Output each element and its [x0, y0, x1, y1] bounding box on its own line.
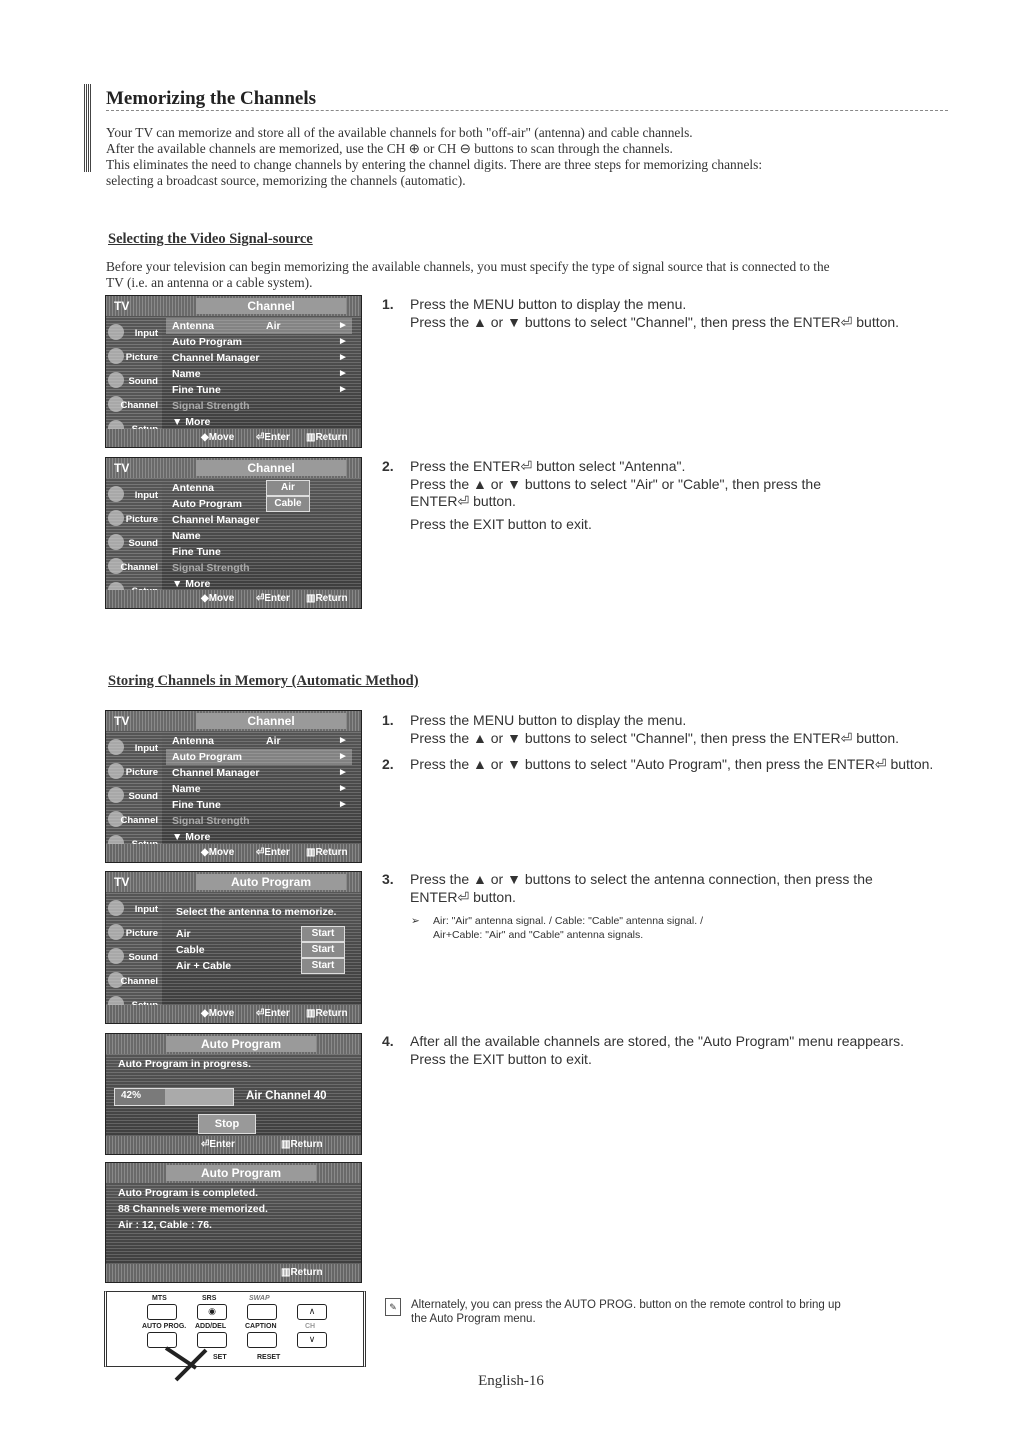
complete-line: Air : 12, Cable : 76. — [118, 1219, 212, 1231]
option-cable: Cable — [266, 496, 310, 512]
tv-screen-channel-menu-2 — [105, 710, 362, 863]
menu-header — [106, 711, 361, 731]
menu-title: Channel — [196, 713, 346, 729]
intro-line: This eliminates the need to change channels by entering the channel digits. There are three steps for memorizing channels: — [106, 157, 763, 172]
sidebar-item-channel: Channel — [120, 815, 158, 826]
chevron-right-icon: ► — [338, 783, 348, 794]
sidebar-item-channel: Channel — [120, 400, 158, 411]
start-button: Start — [301, 958, 345, 974]
menu-sidebar — [106, 478, 162, 590]
section1-step-2 — [382, 458, 982, 533]
remote-label-autoprog: AUTO PROG. — [142, 1323, 187, 1330]
menu-sidebar — [106, 731, 162, 844]
footer-return: ▥Return — [281, 1139, 323, 1150]
footer-return: ▥Return — [281, 1267, 323, 1278]
remote-mts-button — [147, 1304, 177, 1320]
step-line: Press the EXIT button to exit. — [410, 1050, 592, 1067]
step-line: Press the MENU button to display the menu. — [410, 296, 687, 312]
step-line: After all the available channels are stored, the "Auto Program" menu reappears. — [410, 1033, 904, 1049]
step-line: Press the EXIT button to exit. — [410, 515, 592, 532]
menu-item-auto-program: Auto Program — [172, 498, 243, 510]
menu-item-more: ▼ More — [172, 416, 211, 428]
menu-item-auto-program: Auto Program — [172, 751, 243, 763]
note-arrow-icon: ➢ — [411, 915, 420, 927]
menu-header — [106, 296, 361, 316]
menu-header — [106, 1034, 361, 1054]
step-line: Press the ▲ or ▼ buttons to select the antenna connection, then press the — [410, 871, 873, 887]
sidebar-item-sound: Sound — [128, 538, 158, 549]
remote-label-swap: SWAP — [249, 1295, 270, 1302]
section2-step-4 — [382, 1033, 1002, 1068]
page-title: Memorizing the Channels — [106, 88, 317, 109]
step-line: Press the ▲ or ▼ buttons to select "Channel", then press the ENTER⏎ button. — [410, 729, 900, 746]
progress-percent: 42% — [121, 1090, 142, 1101]
menu-tab: TV — [114, 714, 130, 728]
remote-srs-button: ◉ — [197, 1304, 227, 1320]
menu-item-name: Name — [172, 368, 201, 380]
menu-title: Auto Program — [196, 874, 346, 890]
note-icon: ✎ — [385, 1298, 401, 1316]
menu-item-fine-tune: Fine Tune — [172, 384, 221, 396]
tip-note — [385, 1298, 985, 1326]
tv-screen-auto-program-select — [105, 871, 362, 1024]
remote-swap-button — [247, 1304, 277, 1320]
auto-program-prompt: Select the antenna to memorize. — [176, 906, 337, 918]
menu-item-name: Name — [172, 530, 201, 542]
chevron-right-icon: ► — [338, 384, 348, 395]
sidebar-item-input: Input — [134, 490, 158, 501]
menu-tab: TV — [114, 299, 130, 313]
footer-return: ▥Return — [306, 432, 348, 443]
footer-move: ◆Move — [201, 1008, 235, 1019]
section2-step-2 — [382, 756, 1002, 774]
step-line: Press the ENTER⏎ button select "Antenna". — [410, 458, 686, 474]
progress-channel: Air Channel 40 — [246, 1090, 327, 1102]
remote-label-set: SET — [213, 1354, 227, 1361]
menu-footer — [106, 429, 361, 447]
remote-caption-button — [247, 1332, 277, 1348]
menu-title: Channel — [196, 460, 346, 476]
menu-item-antenna: Antenna — [172, 482, 214, 494]
section1-paragraph — [106, 259, 946, 291]
section2-step-3-note — [411, 914, 991, 942]
intro-line: Your TV can memorize and store all of the available channels for both "off-air" (antenna) and cable channels. — [106, 125, 693, 140]
complete-line: Auto Program is completed. — [118, 1187, 259, 1199]
stop-button: Stop — [198, 1114, 256, 1134]
auto-row-cable: Cable — [176, 944, 205, 956]
menu-header — [106, 1163, 361, 1183]
menu-item-channel-manager: Channel Manager — [172, 767, 260, 779]
footer-enter: ⏎Enter — [256, 847, 290, 858]
start-button: Start — [301, 942, 345, 958]
remote-label-caption: CAPTION — [245, 1323, 277, 1330]
title-rule — [106, 110, 948, 111]
remote-label-adddel: ADD/DEL — [195, 1323, 227, 1330]
tv-screen-auto-program-progress — [105, 1033, 362, 1155]
menu-item-signal-strength: Signal Strength — [172, 562, 250, 574]
step-line: ENTER⏎ button. — [410, 493, 516, 509]
chevron-right-icon: ► — [338, 751, 348, 762]
chevron-right-icon: ► — [338, 320, 348, 331]
sidebar-item-picture: Picture — [125, 352, 158, 363]
remote-label-mts: MTS — [152, 1295, 167, 1302]
menu-footer — [106, 590, 361, 608]
menu-tab: TV — [114, 461, 130, 475]
intro-line: After the available channels are memorized, use the CH ⊕ or CH ⊖ buttons to scan through the channels. — [106, 141, 673, 156]
title-marker — [84, 84, 92, 172]
step-line: Press the ▲ or ▼ buttons to select "Air" or "Cable", then press the — [410, 475, 821, 492]
menu-item-channel-manager: Channel Manager — [172, 514, 260, 526]
step-line: Press the ▲ or ▼ buttons to select "Auto Program", then press the ENTER⏎ button. — [410, 756, 934, 772]
step-number: 2. — [382, 756, 394, 772]
sidebar-item-channel: Channel — [120, 562, 158, 573]
tv-screen-auto-program-complete — [105, 1162, 362, 1283]
footer-move: ◆Move — [201, 432, 235, 443]
remote-label-srs: SRS — [202, 1295, 217, 1302]
tv-screen-antenna-select — [105, 457, 362, 609]
footer-enter: ⏎Enter — [256, 1008, 290, 1019]
footer-return: ▥Return — [306, 847, 348, 858]
menu-item-channel-manager: Channel Manager — [172, 352, 260, 364]
footer-enter: ⏎Enter — [201, 1139, 235, 1150]
step-number: 4. — [382, 1033, 394, 1049]
step-number: 3. — [382, 871, 394, 887]
section-heading-signal-source: Selecting the Video Signal-source — [108, 231, 313, 247]
footer-return: ▥Return — [306, 1008, 348, 1019]
remote-ch-down-button: ∨ — [297, 1332, 327, 1348]
section-heading-storing-channels: Storing Channels in Memory (Automatic Method) — [108, 673, 419, 689]
complete-line: 88 Channels were memorized. — [118, 1203, 268, 1215]
progress-status: Auto Program in progress. — [118, 1058, 252, 1070]
sidebar-item-picture: Picture — [125, 767, 158, 778]
sidebar-item-sound: Sound — [128, 952, 158, 963]
chevron-right-icon: ► — [338, 767, 348, 778]
menu-footer — [106, 1136, 361, 1154]
sidebar-item-input: Input — [134, 328, 158, 339]
menu-item-more: ▼ More — [172, 831, 211, 843]
antenna-value: Air — [266, 320, 281, 332]
start-button: Start — [301, 926, 345, 942]
chevron-right-icon: ► — [338, 352, 348, 363]
option-air: Air — [266, 480, 310, 496]
menu-tab: TV — [114, 875, 130, 889]
page-footer: English-16 — [478, 1373, 544, 1389]
tip-line: Alternately, you can press the AUTO PROG. button on the remote control to bring up — [411, 1299, 841, 1311]
section1-line: TV (i.e. an antenna or a cable system). — [106, 275, 313, 290]
remote-label-reset: RESET — [257, 1354, 281, 1361]
menu-title: Auto Program — [166, 1036, 316, 1052]
intro-line: selecting a broadcast source, memorizing the channels (automatic). — [106, 173, 466, 188]
chevron-right-icon: ► — [338, 336, 348, 347]
section2-step-1 — [382, 712, 1002, 747]
tv-screen-channel-menu — [105, 295, 362, 448]
step-number: 1. — [382, 296, 394, 312]
footer-enter: ⏎Enter — [256, 432, 290, 443]
sidebar-item-picture: Picture — [125, 928, 158, 939]
antenna-value: Air — [266, 735, 281, 747]
chevron-right-icon: ► — [338, 368, 348, 379]
menu-item-fine-tune: Fine Tune — [172, 546, 221, 558]
menu-footer — [106, 1264, 361, 1282]
menu-title: Auto Program — [166, 1165, 316, 1181]
sidebar-item-input: Input — [134, 904, 158, 915]
menu-title: Channel — [196, 298, 346, 314]
menu-item-fine-tune: Fine Tune — [172, 799, 221, 811]
note-line: Air: "Air" antenna signal. / Cable: "Cable" antenna signal. / — [433, 915, 703, 927]
step-number: 1. — [382, 712, 394, 728]
remote-label-ch: CH — [305, 1323, 316, 1330]
menu-item-more: ▼ More — [172, 578, 211, 590]
step-line: Press the ▲ or ▼ buttons to select "Channel", then press the ENTER⏎ button. — [410, 313, 900, 330]
menu-sidebar — [106, 892, 162, 1005]
step-line: Press the MENU button to display the menu. — [410, 712, 687, 728]
remote-control-illustration — [104, 1291, 366, 1367]
section1-line: Before your television can begin memorizing the available channels, you must specify the type of signal source that is connected to the — [106, 259, 830, 274]
menu-sidebar — [106, 316, 162, 429]
step-line: ENTER⏎ button. — [410, 888, 516, 905]
menu-item-auto-program: Auto Program — [172, 336, 243, 348]
menu-header — [106, 872, 361, 892]
menu-item-signal-strength: Signal Strength — [172, 400, 250, 412]
auto-row-air-cable: Air + Cable — [176, 960, 232, 972]
menu-footer — [106, 1005, 361, 1023]
menu-header — [106, 458, 361, 478]
menu-item-name: Name — [172, 783, 201, 795]
chevron-right-icon: ► — [338, 799, 348, 810]
sidebar-item-sound: Sound — [128, 376, 158, 387]
footer-return: ▥Return — [306, 593, 348, 604]
menu-item-signal-strength: Signal Strength — [172, 815, 250, 827]
menu-item-antenna: Antenna — [172, 320, 214, 332]
section2-step-3 — [382, 871, 1002, 906]
tip-line: the Auto Program menu. — [411, 1313, 536, 1325]
auto-row-air: Air — [176, 928, 191, 940]
progress-bar — [114, 1088, 234, 1106]
sidebar-item-channel: Channel — [120, 976, 158, 987]
step-number: 2. — [382, 458, 394, 474]
menu-item-antenna: Antenna — [172, 735, 214, 747]
remote-ch-up-button: ∧ — [297, 1304, 327, 1320]
footer-move: ◆Move — [201, 847, 235, 858]
sidebar-item-input: Input — [134, 743, 158, 754]
sidebar-item-picture: Picture — [125, 514, 158, 525]
menu-footer — [106, 844, 361, 862]
chevron-right-icon: ► — [338, 735, 348, 746]
note-line: Air+Cable: "Air" and "Cable" antenna signals. — [433, 929, 644, 941]
footer-move: ◆Move — [201, 593, 235, 604]
section1-step-1 — [382, 296, 982, 331]
intro-text — [106, 125, 946, 189]
sidebar-item-sound: Sound — [128, 791, 158, 802]
footer-enter: ⏎Enter — [256, 593, 290, 604]
